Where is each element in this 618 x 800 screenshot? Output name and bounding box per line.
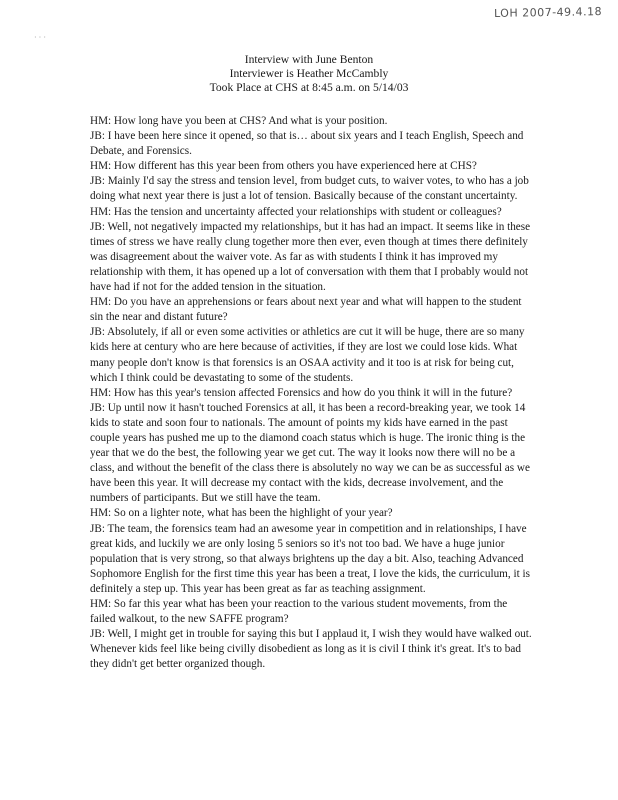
transcript-line: HM: How different has this year been from others you have experienced here at CHS? [90, 160, 477, 173]
transcript-line: HM: So far this year what has been your reaction to the various student movements, from the failed walkout, to the new SAFFE program? [90, 598, 508, 626]
transcript-line: JB: Absolutely, if all or even some activities or athletics are cut it will be huge, there are so many kids here at century who are here because of activities, if they are lost we could lose kids. What many people don't know is that forensics is an OSAA activity and it too is at risk for being cut, which I think could be devastating to some of the students. [90, 326, 525, 384]
transcript-line: HM: How long have you been at CHS? And what is your position. [90, 115, 388, 127]
transcript-line: JB: Well, not negatively impacted my relationships, but it has had an impact. It seems like in these times of stress we have really clung together more then ever, even though at times there definitely was disagreement about the waiver vote. As far as with students I think it has improved my relationship with them, it has opened up a lot of conversation with them that I probably would not have had if not for the added tension in the situation. [90, 220, 531, 294]
handwritten-accession-number: LOH 2007-49.4.18 [493, 5, 603, 20]
transcript-line: JB: Mainly I'd say the stress and tension level, from budget cuts, to waiver votes, to who has a job doing what next year there is just a lot of tension. Basically because of the constant uncertainty. [90, 175, 529, 203]
transcript-line: HM: How has this year's tension affected Forensics and how do you think it will in the future? [90, 386, 513, 399]
interview-title: Interview with June Benton [244, 53, 374, 66]
interview-header [0, 53, 618, 95]
interview-transcript [90, 114, 532, 672]
place-time-line: Took Place at CHS at 8:45 a.m. on 5/14/03 [209, 81, 409, 94]
transcript-line: HM: Has the tension and uncertainty affected your relationships with student or colleagues? [90, 205, 502, 218]
scan-speck: · · · [34, 33, 46, 42]
transcript-line: JB: The team, the forensics team had an awesome year in competition and in relationships, I have great kids, and luckily we are only losing 5 seniors so it's not too bad. We have a huge junior population that is very strong, so that always brightens up the day a bit. Also, teaching Advanced Sophomore English for the first time this year has been a treat, I love the kids, the curriculum, it is definitely a step up. This year has been great as far as teaching assignment. [90, 522, 530, 595]
transcript-line: HM: So on a lighter note, what has been the highlight of your year? [90, 507, 393, 520]
interviewer-line: Interviewer is Heather McCambly [229, 67, 389, 80]
transcript-line: JB: Well, I might get in trouble for saying this but I applaud it, I wish they would have walked out. Whenever kids feel like being civilly disobedient as long as it is civil I think it's great. It's to bad they didn't get better organized though. [90, 628, 532, 671]
transcript-line: JB: I have been here since it opened, so that is… about six years and I teach English, Speech and Debate, and Forensics. [90, 130, 524, 158]
transcript-line: HM: Do you have an apprehensions or fears about next year and what will happen to the student sin the near and distant future? [90, 296, 522, 324]
transcript-line: JB: Up until now it hasn't touched Forensics at all, it has been a record-breaking year, we took 14 kids to state and soon four to nationals. The amount of points my kids have earned in the past couple years has pushed me up to the diamond coach status which is huge. The ironic thing is the year that we do the best, the following year we get cut. The way it looks now there will no be a class, and without the benefit of the class there is absolutely no way we can be as successful as we have been this year. It will decrease my contact with the kids, decrease involvement, and the numbers of participants. But we still have the team. [90, 401, 530, 505]
